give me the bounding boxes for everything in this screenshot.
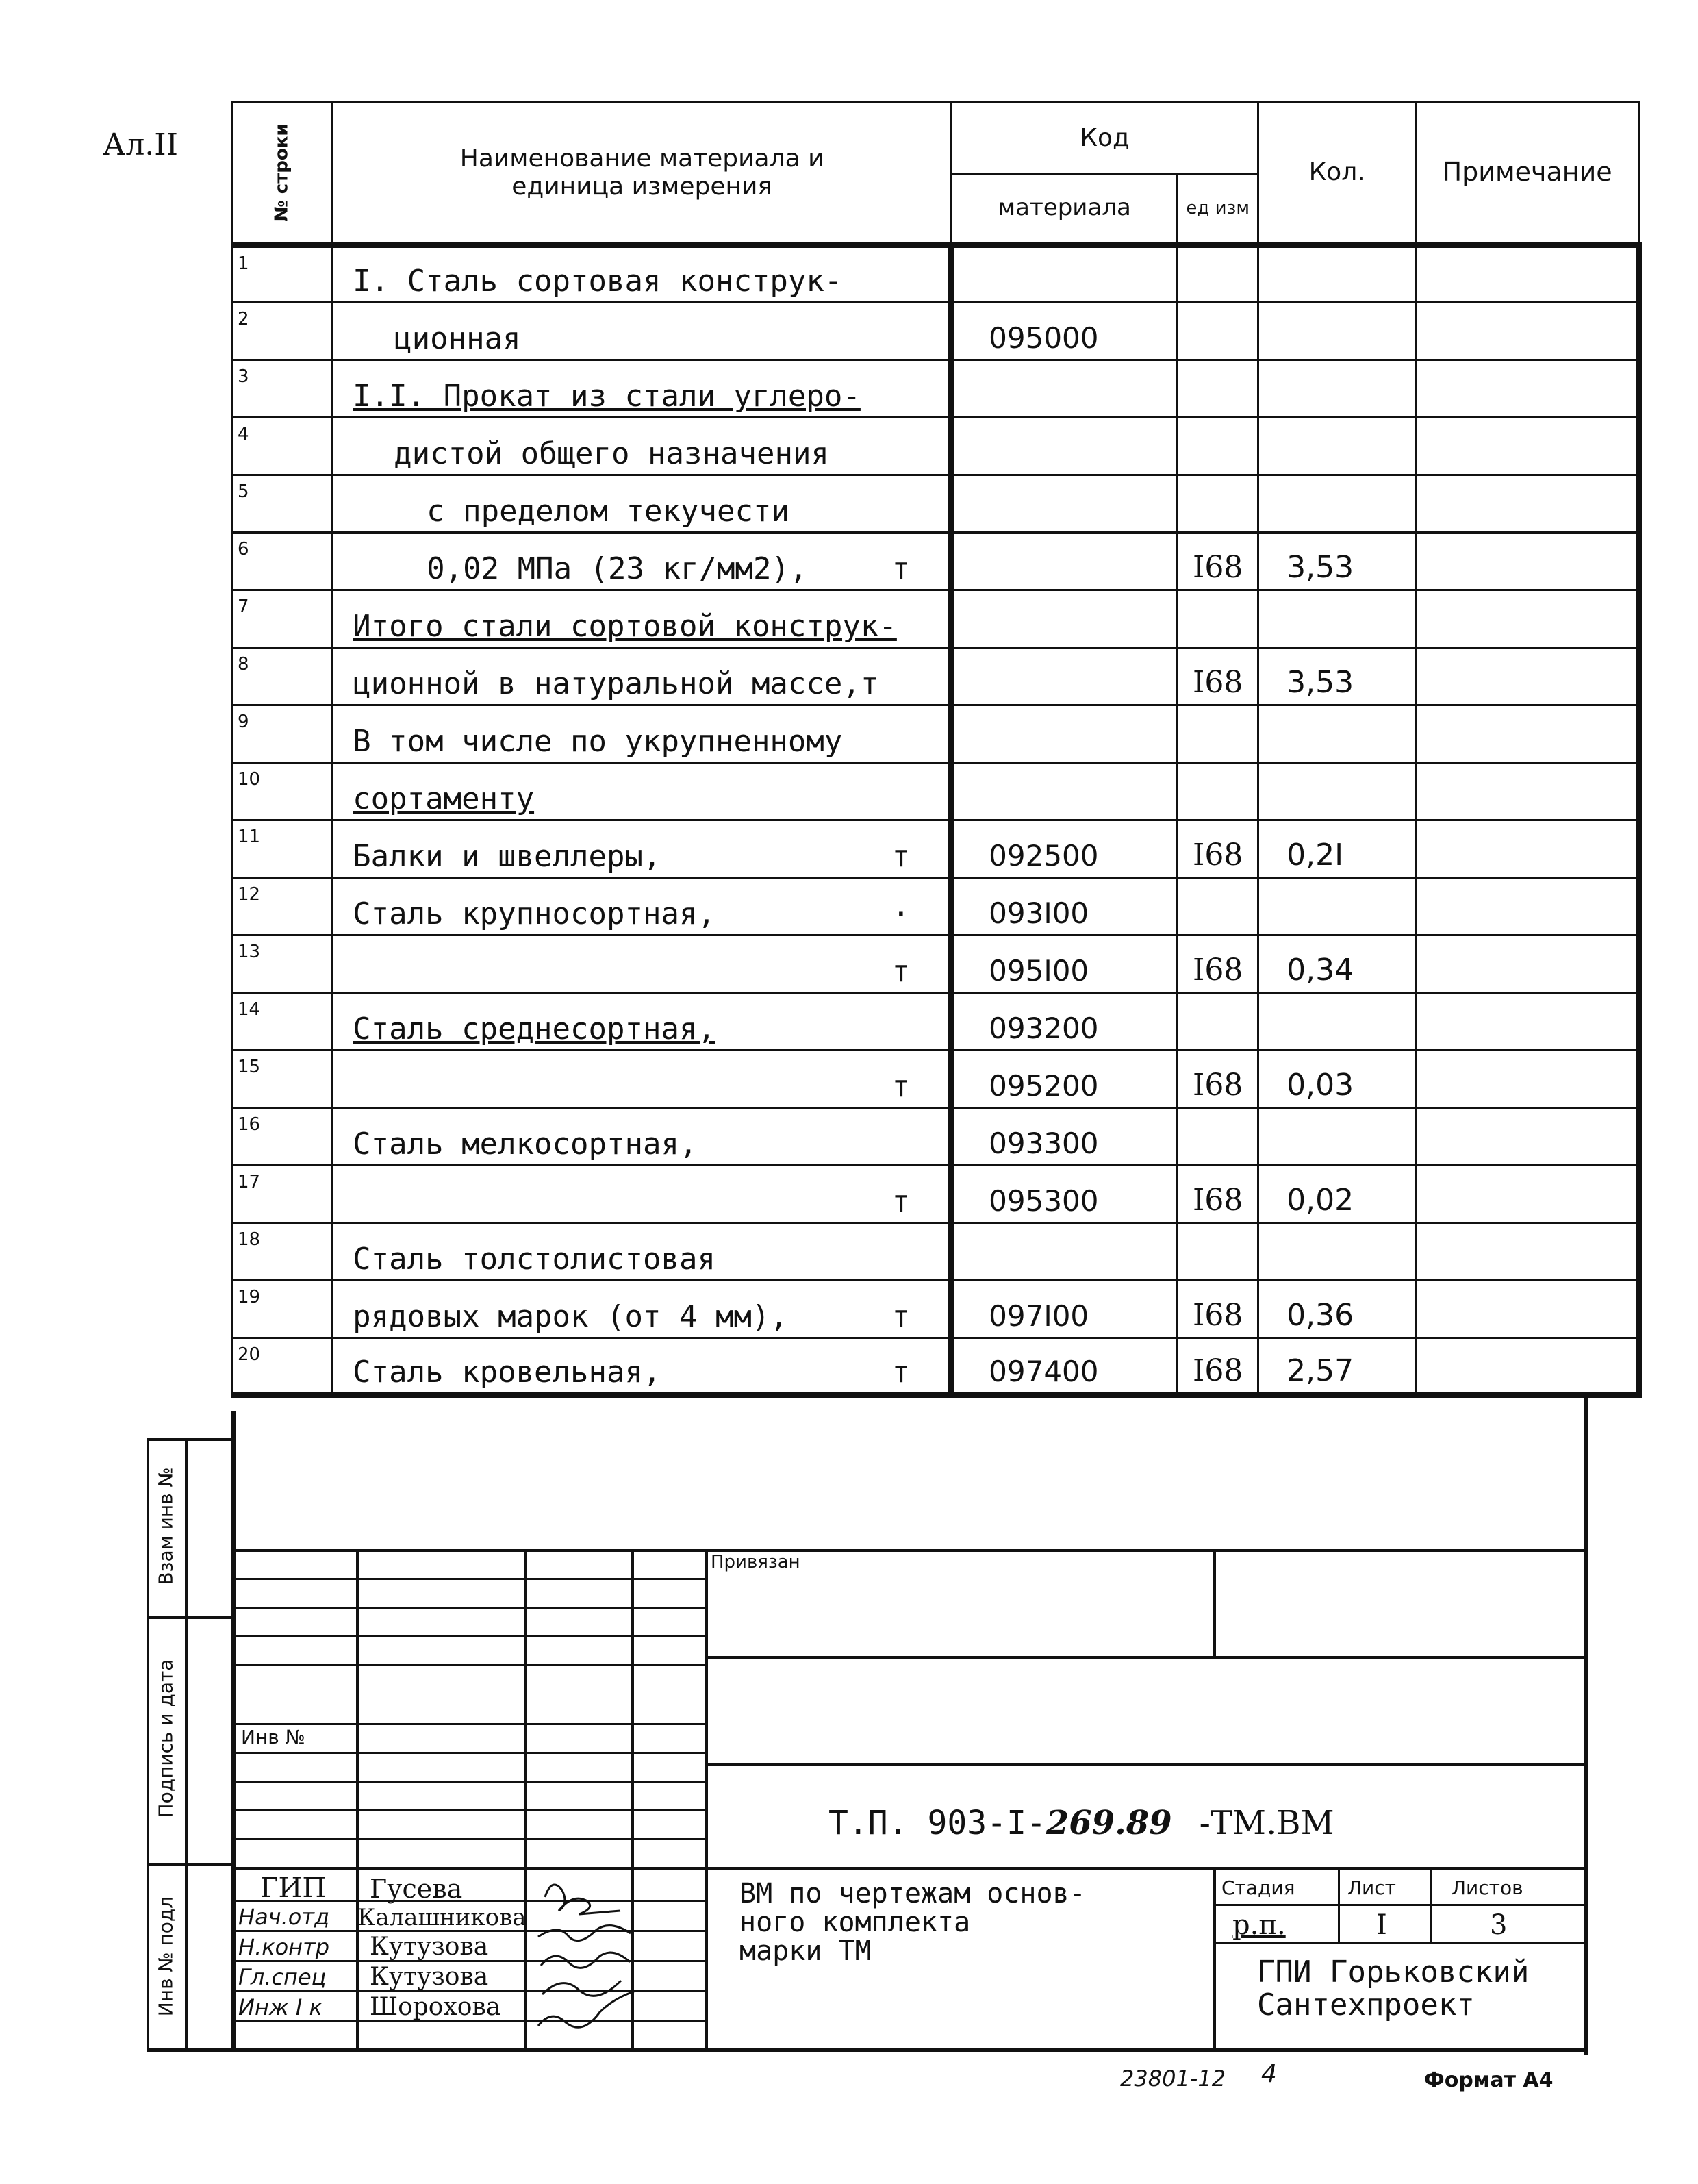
table-row (233, 533, 1639, 590)
table-row (233, 1051, 1639, 1108)
role-gip: ГИП (260, 1872, 327, 1904)
material-code (952, 590, 1178, 648)
row-number: 16 (233, 1108, 333, 1166)
material-code: 092500 (952, 820, 1178, 878)
table-row (233, 1338, 1639, 1396)
material-name: Сталь кровельная, т (333, 1338, 952, 1396)
note (1416, 705, 1639, 763)
material-name: сортаменту (333, 763, 952, 820)
footer-number: 23801-12 (1120, 2066, 1226, 2092)
document-code: Т.П. 903-I-269.89 -ТМ.ВМ (828, 1804, 1334, 1842)
row-number: 3 (233, 360, 333, 418)
footer-hand-number: 4 (1261, 2060, 1277, 2088)
note (1416, 1281, 1639, 1338)
stamp-col-line (1338, 1867, 1340, 1944)
unit-code (1178, 303, 1258, 360)
table-row (233, 1281, 1639, 1338)
name-kutuzova-2: Кутузова (370, 1963, 489, 1991)
table-row (233, 705, 1639, 763)
row-number: 15 (233, 1051, 333, 1108)
table-row (233, 303, 1639, 360)
stamp-row-line (233, 1607, 705, 1609)
note (1416, 993, 1639, 1051)
side-column-outer (147, 1438, 149, 2050)
role-nach-otd: Нач.отд (238, 1904, 330, 1930)
quantity (1258, 245, 1416, 303)
stamp-row-line (233, 1838, 705, 1840)
material-name: Итого стали сортовой конструк- (333, 590, 952, 648)
code-header: Код (952, 103, 1258, 174)
material-code (952, 418, 1178, 475)
name-kutuzova-1: Кутузова (370, 1933, 489, 1961)
role-gl-spec: Гл.спец (238, 1964, 327, 1990)
row-number: 7 (233, 590, 333, 648)
unit-code: I68 (1178, 1338, 1258, 1396)
quantity (1258, 303, 1416, 360)
material-name: 0,02 МПа (23 кг/мм2), т (333, 533, 952, 590)
note (1416, 360, 1639, 418)
unit-code: I68 (1178, 1051, 1258, 1108)
unit-code (1178, 475, 1258, 533)
note (1416, 1108, 1639, 1166)
row-number: 10 (233, 763, 333, 820)
unit-code (1178, 993, 1258, 1051)
unit-code: I68 (1178, 1166, 1258, 1223)
material-code (952, 475, 1178, 533)
note (1416, 590, 1639, 648)
material-name: ционная (333, 303, 952, 360)
unit-code: I68 (1178, 648, 1258, 705)
sheet-label: Ал.II (103, 127, 179, 162)
material-name: В том числе по укрупненному (333, 705, 952, 763)
note (1416, 418, 1639, 475)
material-name (333, 936, 952, 993)
stamp-top-line (233, 1549, 1586, 1552)
stamp-row-line (1213, 1904, 1586, 1906)
stamp-row-line (233, 1809, 705, 1811)
quantity (1258, 418, 1416, 475)
table-row (233, 1108, 1639, 1166)
table-row (233, 648, 1639, 705)
table-row (233, 360, 1639, 418)
stamp-col-line (1213, 1867, 1216, 2049)
row-number: 11 (233, 820, 333, 878)
note (1416, 1338, 1639, 1396)
row-number: 19 (233, 1281, 333, 1338)
note (1416, 245, 1639, 303)
stamp-col-line (356, 1549, 359, 2049)
sheet-no-value: I (1376, 1909, 1387, 1941)
table-row (233, 763, 1639, 820)
unit-mark: т (891, 1355, 911, 1390)
unit-code: I68 (1178, 1281, 1258, 1338)
stage-value: р.п. (1232, 1909, 1286, 1941)
table-row (233, 936, 1639, 993)
note (1416, 1223, 1639, 1281)
material-name: с пределом текучести (333, 475, 952, 533)
name-kalashnikova: Калашникова (357, 1904, 527, 1931)
stamp-row-line (705, 1763, 1586, 1766)
sheets-total-label: Листов (1452, 1877, 1523, 1899)
material-name: Балки и швеллеры, т (333, 820, 952, 878)
row-number-header: № строки (233, 103, 333, 245)
material-code (952, 763, 1178, 820)
material-code: 093300 (952, 1108, 1178, 1166)
material-code: 095I00 (952, 936, 1178, 993)
frame-bottom-line (147, 2048, 1588, 2052)
row-number: 14 (233, 993, 333, 1051)
row-number: 18 (233, 1223, 333, 1281)
row-number: 12 (233, 878, 333, 936)
unit-code (1178, 245, 1258, 303)
material-code (952, 1223, 1178, 1281)
quantity (1258, 763, 1416, 820)
role-inzh: Инж I к (238, 1994, 322, 2020)
quantity: 0,36 (1258, 1281, 1416, 1338)
quantity: 0,03 (1258, 1051, 1416, 1108)
side-divider-2 (147, 1863, 233, 1866)
side-label-vzam: Взам инв № (154, 1467, 177, 1585)
note (1416, 303, 1639, 360)
material-code (952, 360, 1178, 418)
stamp-row-line (233, 1635, 705, 1637)
material-code-header: материала (952, 174, 1178, 245)
quantity (1258, 993, 1416, 1051)
unit-mark: т (891, 1299, 911, 1334)
material-name (333, 1051, 952, 1108)
table-row (233, 245, 1639, 303)
unit-code: I68 (1178, 820, 1258, 878)
material-name: Сталь мелкосортная, (333, 1108, 952, 1166)
unit-code (1178, 878, 1258, 936)
sheets-total-value: 3 (1490, 1909, 1508, 1941)
unit-header: ед изм (1178, 174, 1258, 245)
unit-mark: · (891, 896, 911, 931)
row-number: 20 (233, 1338, 333, 1396)
material-name: Сталь среднесортная, (333, 993, 952, 1051)
stamp-row-line (233, 1781, 705, 1783)
material-code: 095200 (952, 1051, 1178, 1108)
material-code (952, 705, 1178, 763)
unit-mark: т (891, 551, 911, 586)
material-code: 095300 (952, 1166, 1178, 1223)
stamp-row-line (705, 1656, 1586, 1659)
unit-code (1178, 1223, 1258, 1281)
note (1416, 763, 1639, 820)
table-row (233, 820, 1639, 878)
table-row (233, 418, 1639, 475)
unit-code: I68 (1178, 936, 1258, 993)
unit-code (1178, 705, 1258, 763)
unit-code (1178, 360, 1258, 418)
material-name (333, 1166, 952, 1223)
format-label: Формат А4 (1424, 2068, 1554, 2092)
table-row (233, 590, 1639, 648)
stamp-col-line (1213, 1549, 1216, 1657)
quantity: 3,53 (1258, 648, 1416, 705)
quantity: 0,34 (1258, 936, 1416, 993)
material-code: 095000 (952, 303, 1178, 360)
stamp-row-line (233, 1723, 705, 1725)
material-name: дистой общего назначения (333, 418, 952, 475)
note (1416, 936, 1639, 993)
stamp-row-line (233, 1664, 705, 1666)
frame-right-line (1584, 1397, 1588, 2055)
note-header: Примечание (1416, 103, 1639, 245)
privyazan-label: Привязан (711, 1552, 800, 1572)
quantity (1258, 360, 1416, 418)
material-code (952, 533, 1178, 590)
frame-left-line (231, 1411, 236, 2048)
material-code: 093I00 (952, 878, 1178, 936)
material-code: 097I00 (952, 1281, 1178, 1338)
note (1416, 1166, 1639, 1223)
unit-code (1178, 1108, 1258, 1166)
quantity (1258, 475, 1416, 533)
material-name: I.I. Прокат из стали углеро- (333, 360, 952, 418)
unit-mark: т (891, 1069, 911, 1104)
row-number: 6 (233, 533, 333, 590)
material-name: I. Сталь сортовая конструк- (333, 245, 952, 303)
material-code: 097400 (952, 1338, 1178, 1396)
side-divider-1 (147, 1616, 233, 1619)
unit-code: I68 (1178, 533, 1258, 590)
material-code: 093200 (952, 993, 1178, 1051)
row-number: 5 (233, 475, 333, 533)
organization: ГПИ Горьковский Сантехпроект (1257, 1955, 1530, 2022)
row-number: 8 (233, 648, 333, 705)
quantity: 0,2I (1258, 820, 1416, 878)
table-row (233, 475, 1639, 533)
stamp-row-line (233, 1578, 705, 1580)
material-name: Сталь крупносортная, · (333, 878, 952, 936)
side-label-podpis: Подпись и дата (154, 1659, 177, 1818)
unit-code (1178, 763, 1258, 820)
inv-number-label: Инв № (241, 1726, 305, 1748)
document-title: ВМ по чертежам основ- ного комплекта марки ТМ (739, 1878, 1086, 1967)
stamp-row-line (233, 1867, 1586, 1870)
unit-mark: т (891, 839, 911, 874)
material-name: ционной в натуральной массе,т (333, 648, 952, 705)
stamp-row-line (1213, 1942, 1586, 1944)
material-code (952, 648, 1178, 705)
row-number: 4 (233, 418, 333, 475)
role-n-kontr: Н.контр (238, 1934, 330, 1960)
row-number: 2 (233, 303, 333, 360)
note (1416, 820, 1639, 878)
stamp-col-line (1430, 1867, 1432, 1944)
material-name: рядовых марок (от 4 мм), т (333, 1281, 952, 1338)
note (1416, 1051, 1639, 1108)
note (1416, 648, 1639, 705)
sheet-no-label: Лист (1347, 1877, 1396, 1899)
table-row (233, 1223, 1639, 1281)
note (1416, 475, 1639, 533)
materials-table (231, 101, 1642, 1398)
stage-label: Стадия (1221, 1877, 1295, 1899)
table-row (233, 1166, 1639, 1223)
name-guseva: Гусева (370, 1874, 463, 1904)
side-label-inv-podl: Инв № подл (154, 1896, 177, 2017)
quantity (1258, 878, 1416, 936)
side-column-inner (185, 1438, 188, 2050)
quantity: 2,57 (1258, 1338, 1416, 1396)
stamp-row-line (233, 1752, 705, 1754)
quantity (1258, 705, 1416, 763)
table-row (233, 878, 1639, 936)
note (1416, 878, 1639, 936)
row-number: 9 (233, 705, 333, 763)
quantity (1258, 1108, 1416, 1166)
quantity (1258, 1223, 1416, 1281)
quantity: 3,53 (1258, 533, 1416, 590)
unit-mark: т (891, 954, 911, 989)
stamp-col-line (524, 1549, 527, 2049)
row-number: 13 (233, 936, 333, 993)
material-code (952, 245, 1178, 303)
material-name: Сталь толстолистовая (333, 1223, 952, 1281)
unit-code (1178, 418, 1258, 475)
row-number: 17 (233, 1166, 333, 1223)
signatures-graphic (531, 1870, 641, 2048)
unit-code (1178, 590, 1258, 648)
table-row (233, 993, 1639, 1051)
stamp-col-line (705, 1549, 708, 2049)
quantity-header: Кол. (1258, 103, 1416, 245)
name-shorokhova: Шорохова (370, 1993, 501, 2021)
quantity (1258, 590, 1416, 648)
material-name-header: Наименование материала и единица измерения (333, 103, 952, 245)
row-number: 1 (233, 245, 333, 303)
unit-mark: т (891, 1184, 911, 1219)
quantity: 0,02 (1258, 1166, 1416, 1223)
note (1416, 533, 1639, 590)
